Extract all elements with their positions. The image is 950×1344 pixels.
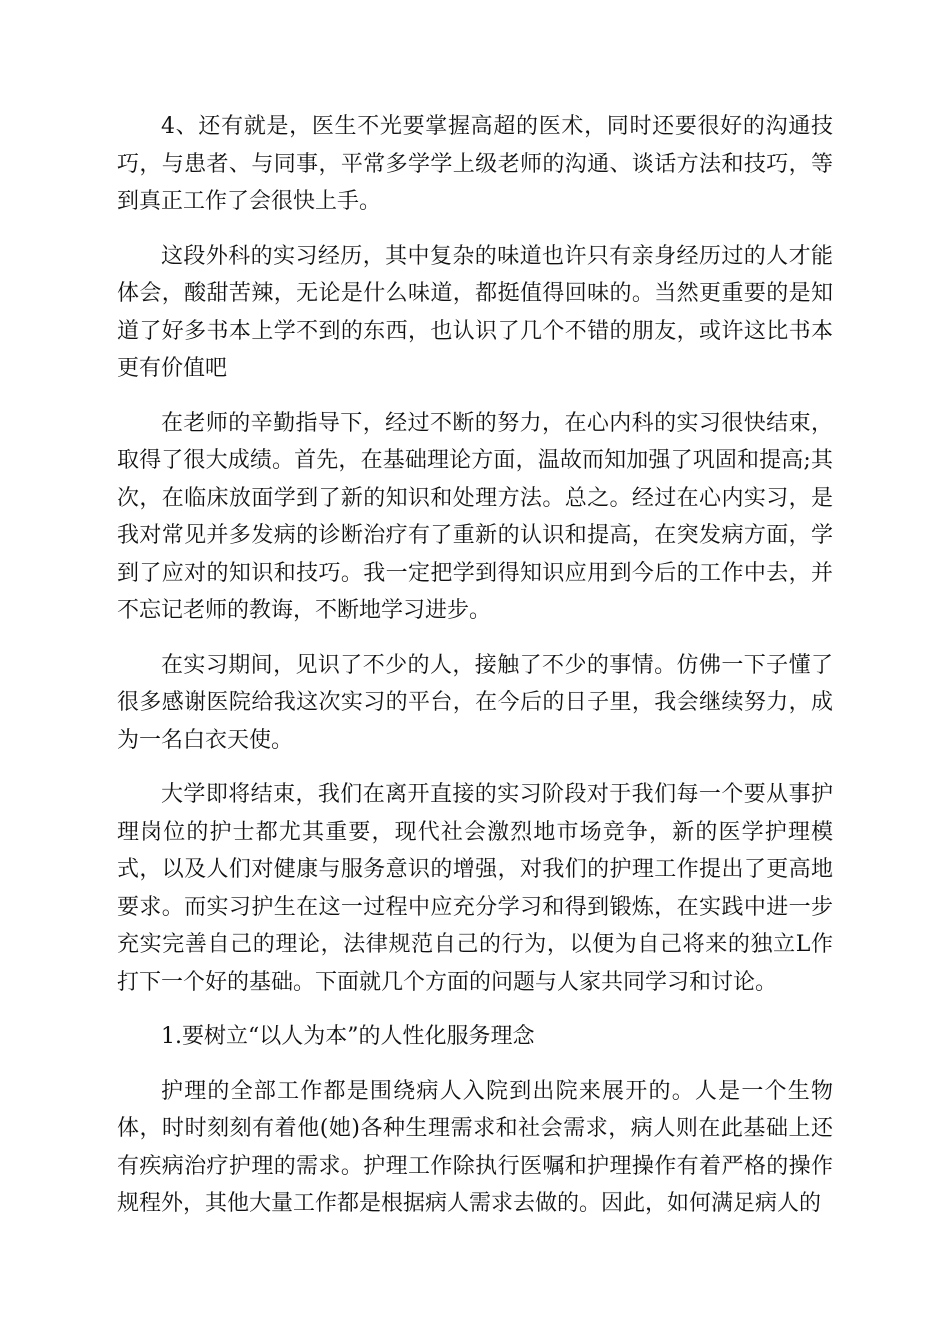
paragraph-surgery-internship: 这段外科的实习经历，其中复杂的味道也许只有亲身经历过的人才能体会，酸甜苦辣，无论是什么味道，都挺值得回味的。当然更重要的是知道了好多书本上学不到的东西，也认识了几个不错的朋友，或许这比书本更有价值吧 bbox=[117, 243, 833, 381]
paragraph-cardiology-internship: 在老师的辛勤指导下，经过不断的努力，在心内科的实习很快结束，取得了很大成绩。首先，在基础理论方面，温故而知加强了巩固和提高;其次，在临床放面学到了新的知识和处理方法。总之。经过在心内实习，是我对常见并多发病的诊断治疗有了重新的认识和提高，在突发病方面，学到了应对的知识和技巧。我一定把学到得知识应用到今后的工作中去，并不忘记老师的教诲，不断地学习进步。 bbox=[117, 410, 833, 623]
paragraph-communication-skills: 4、还有就是，医生不光要掌握高超的医术，同时还要很好的沟通技巧，与患者、与同事，平常多学学上级老师的沟通、谈话方法和技巧，等到真正工作了会很快上手。 bbox=[117, 114, 833, 214]
paragraph-internship-period: 在实习期间，见识了不少的人，接触了不少的事情。仿佛一下子懂了很多感谢医院给我这次实习的平台，在今后的日子里，我会继续努力，成为一名白衣天使。 bbox=[117, 652, 833, 753]
paragraph-graduation: 大学即将结束，我们在离开直接的实习阶段对于我们每一个要从事护理岗位的护士都尤其重要，现代社会激烈地市场竞争，新的医学护理模式，以及人们对健康与服务意识的增强，对我们的护理工作提出了更高地要求。而实习护生在这一过程中应充分学习和得到锻炼，在实践中进一步充实完善自己的理论，法律规范自己的行为，以便为自己将来的独立L作打下一个好的基础。下面就几个方面的问题与人家共同学习和讨论。 bbox=[117, 782, 833, 995]
document-body bbox=[117, 108, 833, 1240]
paragraph-nursing-work: 护理的全部工作都是围绕病人入院到出院来展开的。人是一个生物体，时时刻刻有着他(她)各种生理需求和社会需求，病人则在此基础上还有疾病治疗护理的需求。护理工作除执行医嘱和护理操作有着严格的操作规程外，其他大量工作都是根据病人需求去做的。因此，如何满足病人的 bbox=[117, 1078, 833, 1216]
section-heading-people-oriented: 1.要树立“以人为本”的人性化服务理念 bbox=[161, 1024, 535, 1049]
